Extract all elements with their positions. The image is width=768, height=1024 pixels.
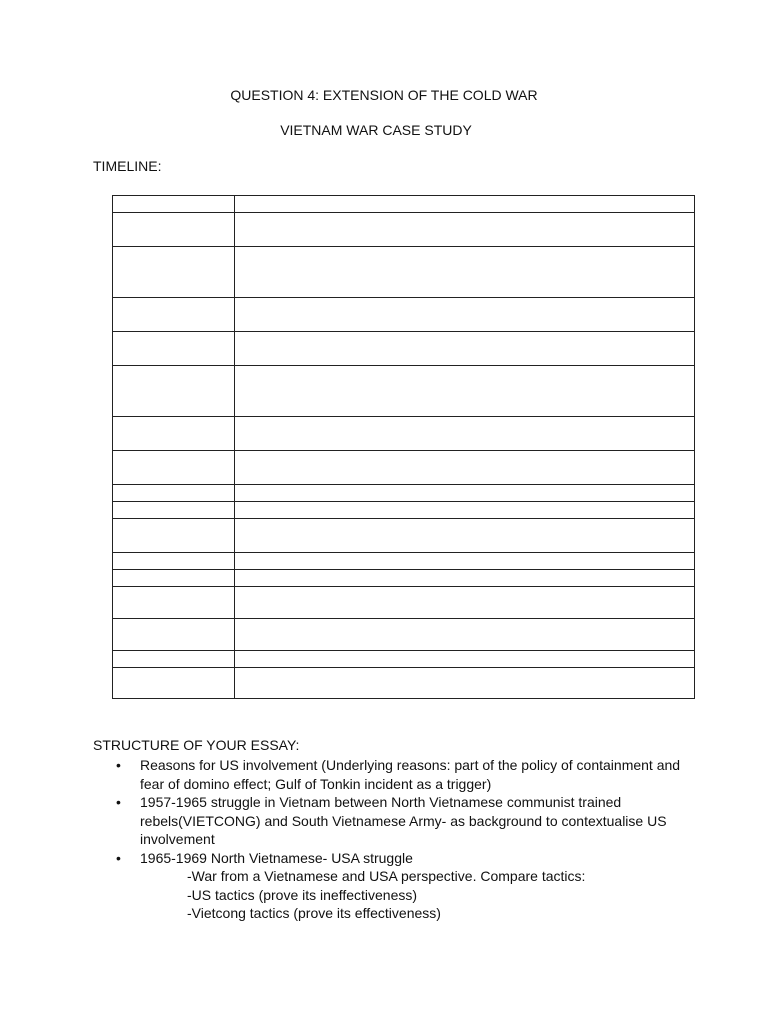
bullet-icon: • bbox=[116, 757, 121, 773]
event-cell bbox=[235, 417, 695, 451]
event-cell bbox=[235, 247, 695, 298]
event-cell bbox=[235, 196, 695, 213]
event-cell bbox=[235, 213, 695, 247]
table-row bbox=[113, 502, 695, 519]
table-row bbox=[113, 298, 695, 332]
table-row bbox=[113, 451, 695, 485]
date-cell bbox=[113, 553, 235, 570]
date-cell bbox=[113, 570, 235, 587]
list-item bbox=[93, 793, 693, 849]
timeline-heading: TIMELINE: bbox=[93, 158, 162, 174]
page-title: QUESTION 4: EXTENSION OF THE COLD WAR bbox=[230, 87, 538, 103]
event-cell bbox=[235, 570, 695, 587]
date-cell bbox=[113, 519, 235, 553]
date-cell bbox=[113, 451, 235, 485]
table-row bbox=[113, 553, 695, 570]
event-cell bbox=[235, 366, 695, 417]
event-cell bbox=[235, 451, 695, 485]
table-row bbox=[113, 619, 695, 651]
list-item-text: 1965-1969 North Vietnamese- USA struggle bbox=[140, 849, 413, 866]
event-cell bbox=[235, 651, 695, 668]
table-row bbox=[113, 519, 695, 553]
sub-list-item: -US tactics (prove its ineffectiveness) bbox=[187, 886, 418, 903]
timeline-table bbox=[112, 195, 695, 699]
date-cell bbox=[113, 651, 235, 668]
date-cell bbox=[113, 247, 235, 298]
table-row bbox=[113, 417, 695, 451]
table-row bbox=[113, 651, 695, 668]
table-row bbox=[113, 332, 695, 366]
date-cell bbox=[113, 485, 235, 502]
event-cell bbox=[235, 587, 695, 619]
event-cell bbox=[235, 519, 695, 553]
date-cell bbox=[113, 502, 235, 519]
table-row bbox=[113, 570, 695, 587]
table-row bbox=[113, 366, 695, 417]
date-cell bbox=[113, 213, 235, 247]
bullet-icon: • bbox=[116, 794, 121, 810]
list-item-text: 1957-1965 struggle in Vietnam between North Vietnamese communist trained rebels(VIETCONG) and South Vietnamese Army- as background to contextualise US involvement bbox=[140, 794, 667, 847]
sub-list bbox=[140, 867, 693, 923]
event-cell bbox=[235, 502, 695, 519]
event-cell bbox=[235, 553, 695, 570]
list-item bbox=[93, 849, 693, 923]
table-row bbox=[113, 213, 695, 247]
date-cell bbox=[113, 196, 235, 213]
event-cell bbox=[235, 619, 695, 651]
sub-list-item: -War from a Vietnamese and USA perspective. Compare tactics: bbox=[187, 868, 586, 884]
list-item bbox=[93, 756, 693, 793]
table-row bbox=[113, 587, 695, 619]
event-cell bbox=[235, 298, 695, 332]
table-row bbox=[113, 247, 695, 298]
bullet-icon: • bbox=[116, 849, 121, 866]
essay-structure-list bbox=[93, 756, 693, 923]
date-cell bbox=[113, 668, 235, 699]
date-cell bbox=[113, 587, 235, 619]
list-item-text: Reasons for US involvement (Underlying reasons: part of the policy of containment and fear of domino effect; Gulf of Tonkin incident as a trigger) bbox=[140, 757, 681, 792]
date-cell bbox=[113, 417, 235, 451]
date-cell bbox=[113, 619, 235, 651]
table-row bbox=[113, 196, 695, 213]
date-cell bbox=[113, 366, 235, 417]
event-cell bbox=[235, 332, 695, 366]
sub-list-item: -Vietcong tactics (prove its effectiveness) bbox=[187, 905, 441, 921]
date-cell bbox=[113, 332, 235, 366]
date-cell bbox=[113, 298, 235, 332]
event-cell bbox=[235, 485, 695, 502]
event-cell bbox=[235, 668, 695, 699]
table-row bbox=[113, 668, 695, 699]
essay-heading: STRUCTURE OF YOUR ESSAY: bbox=[93, 737, 300, 753]
page-subtitle: VIETNAM WAR CASE STUDY bbox=[280, 122, 472, 138]
table-row bbox=[113, 485, 695, 502]
